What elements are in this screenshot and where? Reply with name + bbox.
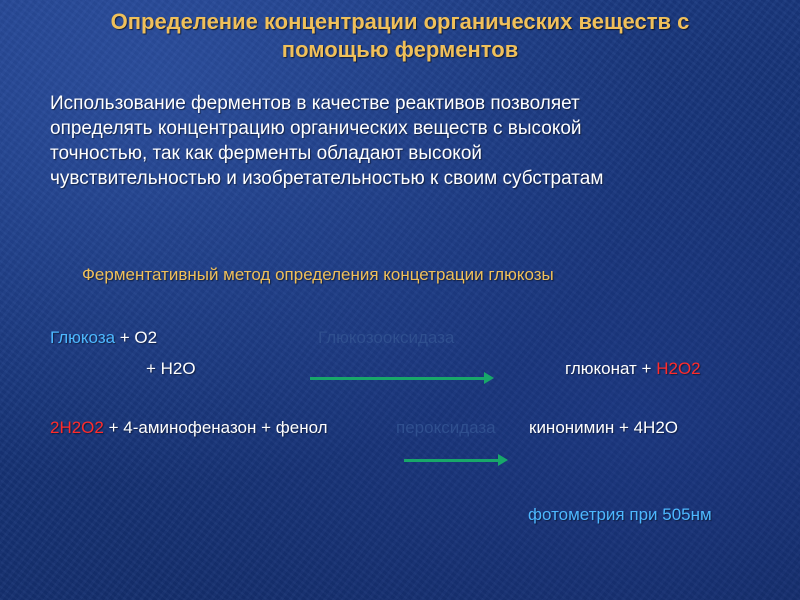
reaction1-products-line [565, 358, 701, 380]
title-line-1: Определение концентрации органических веществ с [110, 9, 690, 34]
intro-paragraph [50, 91, 750, 191]
plus-o2-label: + О2 [115, 328, 158, 347]
peroxidase-label: пероксидаза [396, 418, 496, 437]
plus-h2o-label: + Н2О [146, 359, 196, 378]
method-subtitle: Ферментативный метод определения концетрации глюкозы [82, 265, 554, 284]
intro-line-4: чувствительностью и изобретательностью к своим субстратам [50, 168, 604, 189]
photometry-label: фотометрия при 505нм [528, 505, 712, 524]
h2o2-product-label: Н2О2 [656, 359, 701, 378]
reaction2-arrow-icon [404, 459, 500, 462]
gluconate-label: глюконат + [565, 359, 657, 378]
reaction1-arrow-icon [310, 377, 486, 380]
title-line-2: помощью ферментов [281, 37, 519, 62]
reaction2-products-label: кинонимин + 4Н2О [529, 418, 679, 437]
aminophenazone-phenol-label: + 4-аминофеназон + фенол [103, 418, 328, 437]
slide-title [40, 8, 760, 64]
glucose-label: Глюкоза [50, 328, 116, 347]
reaction2-reactants-line [50, 417, 328, 439]
h2o2-reactant-label: 2Н2О2 [50, 418, 104, 437]
reaction1-reactants-line [50, 327, 157, 349]
intro-line-3: точностью, так как ферменты обладают высокой [50, 143, 483, 164]
intro-line-2: определять концентрацию органических веществ с высокой [50, 118, 582, 139]
glucose-oxidase-label: Глюкозооксидаза [318, 328, 455, 347]
intro-line-1: Использование ферментов в качестве реактивов позволяет [50, 93, 580, 114]
